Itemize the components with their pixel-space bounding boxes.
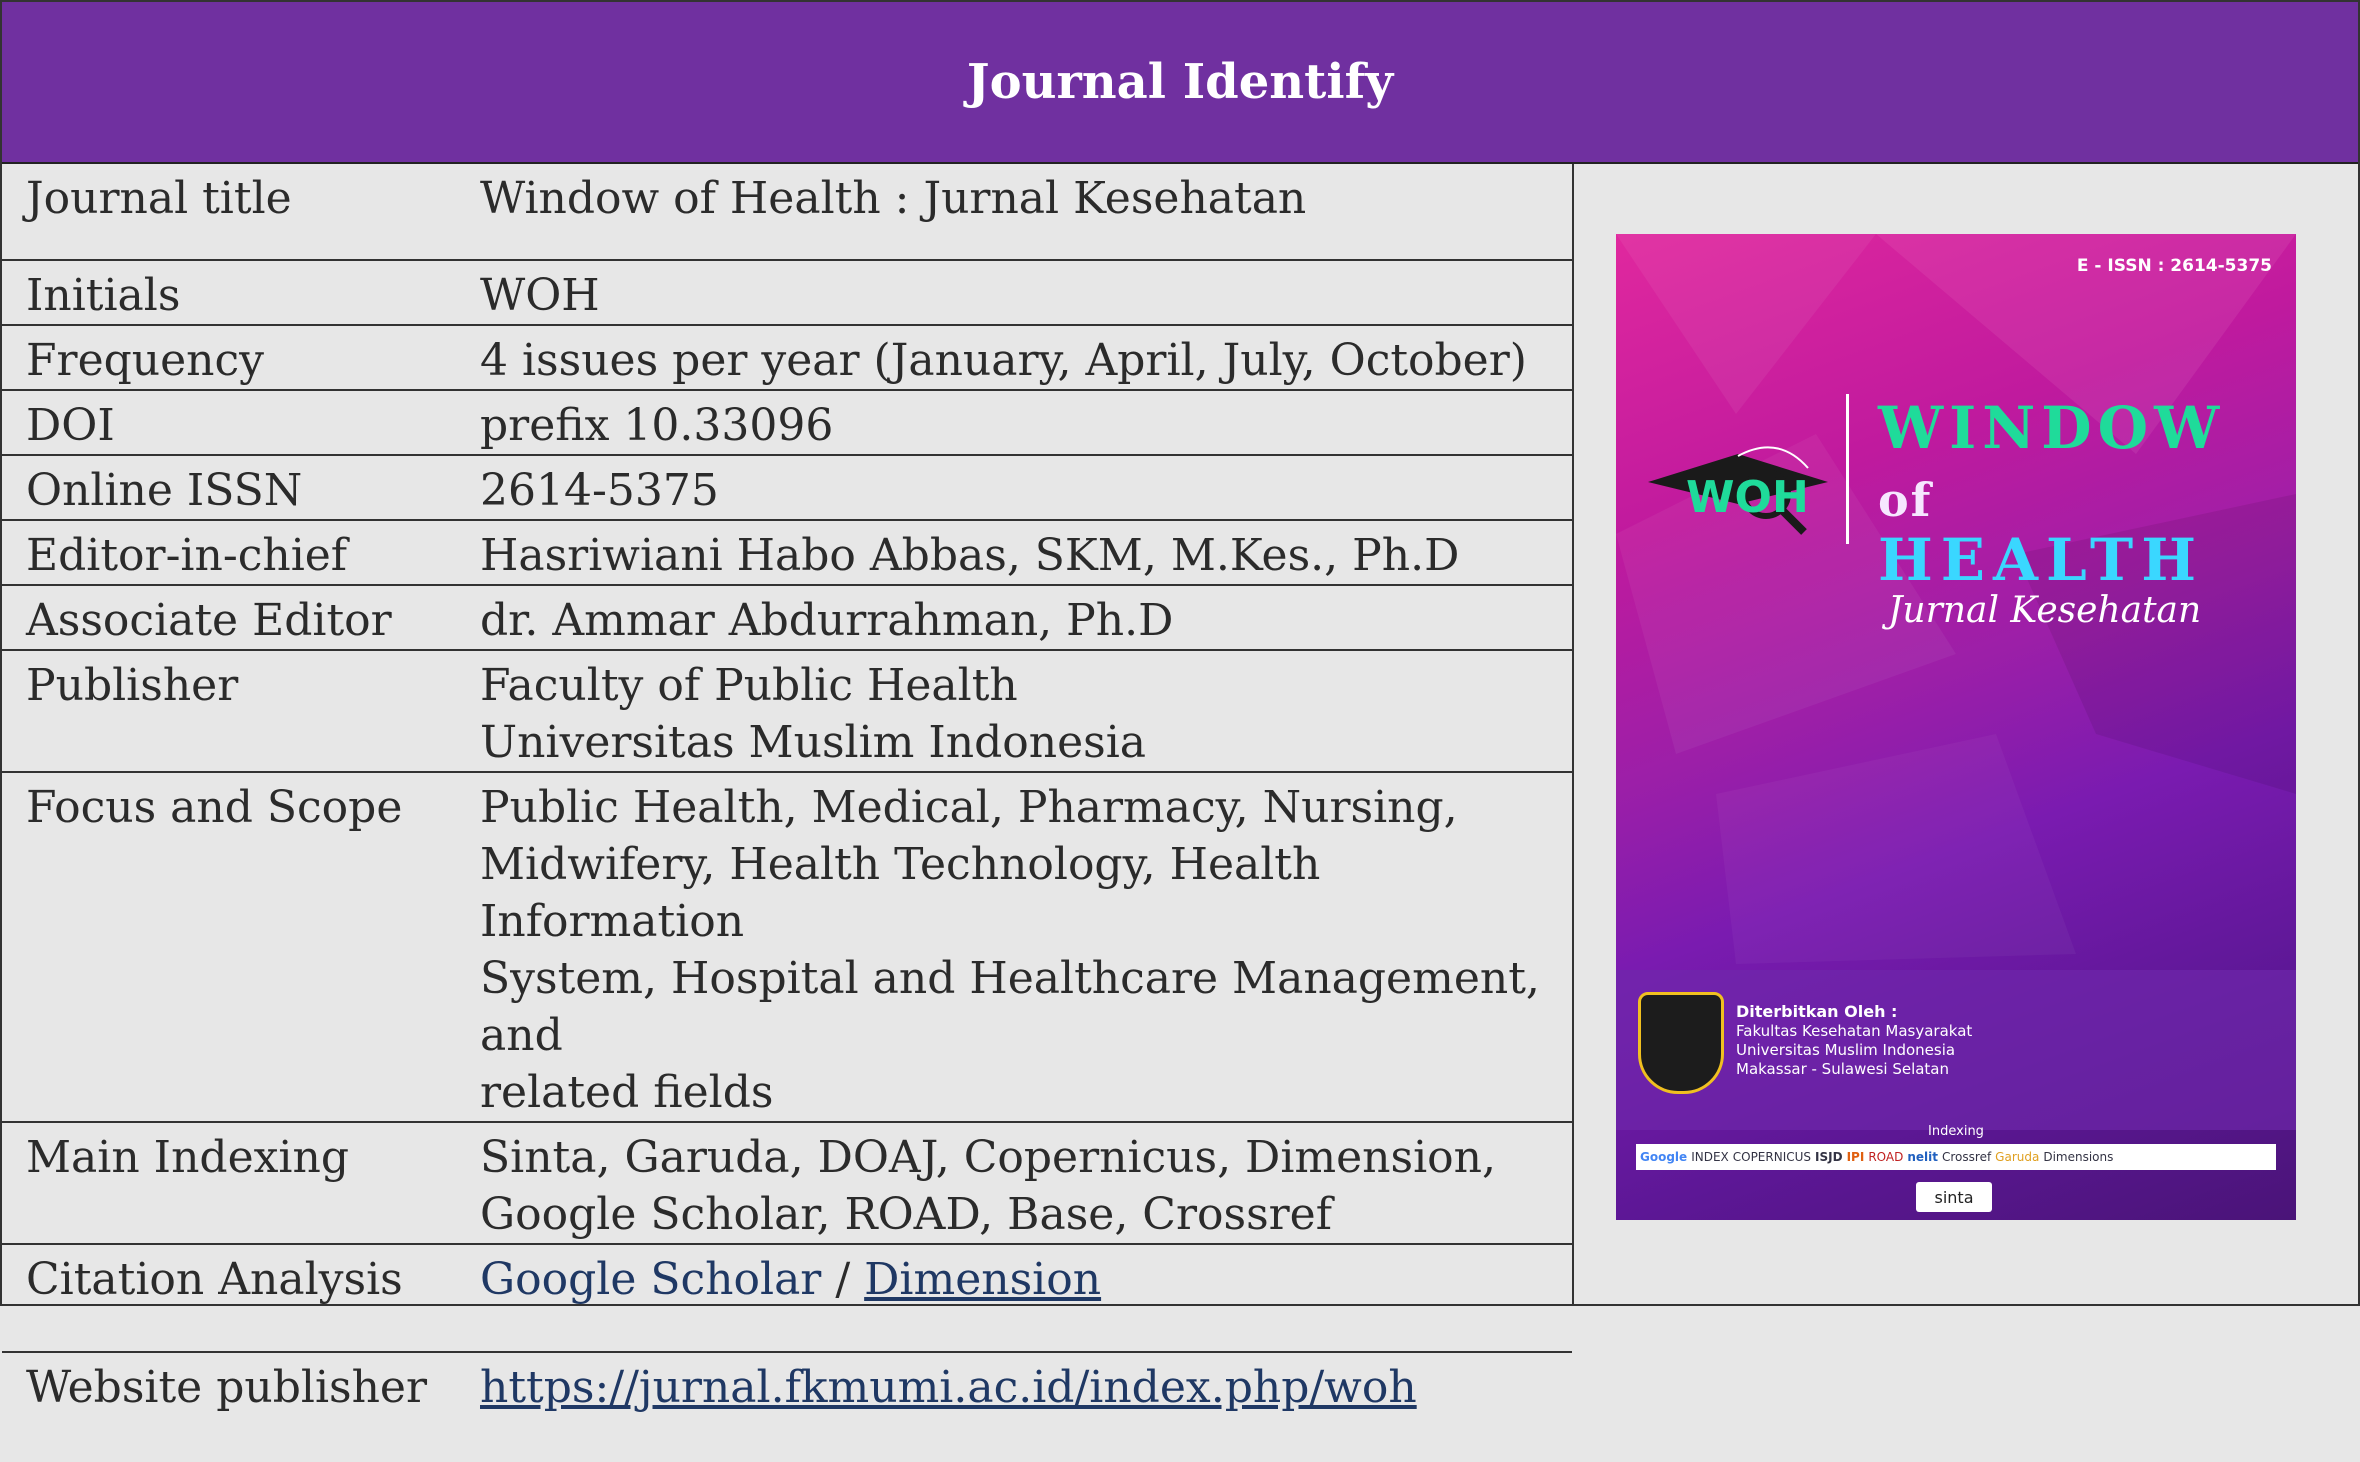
header-bar — [2, 2, 2358, 164]
website-link[interactable]: https://jurnal.fkmumi.ac.id/index.php/woh — [480, 1362, 1417, 1413]
value-line: Universitas Muslim Indonesia — [480, 717, 1147, 768]
cover-title-line1: WINDOW — [1878, 394, 2226, 462]
table-row — [2, 390, 1572, 455]
value-line: Google Scholar, ROAD, Base, Crossref — [480, 1189, 1333, 1240]
journal-info-table — [2, 164, 1574, 1413]
index-logo: ISJD — [1815, 1150, 1843, 1164]
value-line: Faculty of Public Health — [480, 660, 1018, 711]
cover-publisher-text — [1736, 1002, 1972, 1079]
journal-cover-image — [1616, 234, 2296, 1220]
index-logo: Crossref — [1942, 1150, 1992, 1164]
value-line: System, Hospital and Healthcare Management, and — [480, 953, 1540, 1061]
row-label: Publisher — [2, 650, 456, 772]
row-label: Focus and Scope — [2, 772, 456, 1122]
link-separator: / — [821, 1254, 865, 1305]
cover-indexing-logos — [1636, 1144, 2276, 1170]
sinta-logo: sinta — [1916, 1182, 1992, 1212]
table-row — [2, 164, 1572, 260]
cover-pub-line: Fakultas Kesehatan Masyarakat — [1736, 1022, 1973, 1040]
row-value — [456, 772, 1572, 1122]
cover-published-by: Diterbitkan Oleh : — [1736, 1002, 1898, 1021]
cover-pub-line: Universitas Muslim Indonesia — [1736, 1041, 1956, 1059]
index-logo: IPI — [1846, 1150, 1865, 1164]
row-value: prefix 10.33096 — [456, 390, 1572, 455]
value-line: related fields — [480, 1067, 774, 1118]
cover-subtitle: Jurnal Kesehatan — [1888, 590, 2202, 631]
row-value — [456, 1122, 1572, 1244]
cover-indexing-label: Indexing — [1928, 1124, 1984, 1139]
index-logo: ROAD — [1868, 1150, 1904, 1164]
cover-title-of: of — [1878, 473, 1933, 527]
table-row — [2, 650, 1572, 772]
table-row — [2, 585, 1572, 650]
row-value: 2614-5375 — [456, 455, 1572, 520]
cover-logo-text: WOH — [1686, 472, 1809, 523]
table-row — [2, 260, 1572, 325]
table-row — [2, 1244, 1572, 1352]
cover-title-line2: HEALTH — [1878, 526, 2205, 594]
row-label: Citation Analysis — [2, 1244, 456, 1352]
table-row — [2, 455, 1572, 520]
row-value — [456, 650, 1572, 772]
row-label: Initials — [2, 260, 456, 325]
row-label: DOI — [2, 390, 456, 455]
google-scholar-link[interactable]: Google Scholar — [480, 1254, 822, 1305]
value-line: Public Health, Medical, Pharmacy, Nursing, — [480, 782, 1458, 833]
row-value: dr. Ammar Abdurrahman, Ph.D — [456, 585, 1572, 650]
index-logo: Google — [1640, 1150, 1688, 1164]
row-label: Associate Editor — [2, 585, 456, 650]
index-logo: nelit — [1907, 1150, 1938, 1164]
row-label: Website publisher — [26, 1362, 428, 1413]
table-row — [2, 1122, 1572, 1244]
row-label: Online ISSN — [2, 455, 456, 520]
value-line: Sinta, Garuda, DOAJ, Copernicus, Dimension, — [480, 1132, 1496, 1183]
dimension-link[interactable]: Dimension — [864, 1254, 1102, 1305]
index-logo: COPERNICUS — [1732, 1150, 1812, 1164]
row-label: Journal title — [2, 164, 456, 260]
cover-divider — [1846, 394, 1849, 544]
index-logo: Dimensions — [2043, 1150, 2114, 1164]
cover-pub-line: Makassar - Sulawesi Selatan — [1736, 1060, 1950, 1078]
table-row — [2, 772, 1572, 1122]
table-row — [2, 1352, 1572, 1462]
row-label: Main Indexing — [2, 1122, 456, 1244]
cover-title-block — [1878, 394, 2296, 631]
row-label: Frequency — [2, 325, 456, 390]
row-value: Hasriwiani Habo Abbas, SKM, M.Kes., Ph.D — [456, 520, 1572, 585]
index-logo: INDEX — [1691, 1150, 1729, 1164]
row-value: Window of Health : Jurnal Kesehatan — [456, 164, 1572, 260]
page-title: Journal Identify — [966, 54, 1394, 110]
value-line: Midwifery, Health Technology, Health Information — [480, 839, 1321, 947]
cover-issn: E - ISSN : 2614-5375 — [2076, 256, 2272, 276]
table-row — [2, 520, 1572, 585]
university-crest-icon — [1638, 992, 1724, 1094]
row-value — [456, 1244, 1572, 1352]
row-value — [456, 1352, 1572, 1462]
table-row — [2, 325, 1572, 390]
row-value: WOH — [456, 260, 1572, 325]
index-logo: Garuda — [1995, 1150, 2040, 1164]
row-value: 4 issues per year (January, April, July, October) — [456, 325, 1572, 390]
row-label: Editor-in-chief — [2, 520, 456, 585]
